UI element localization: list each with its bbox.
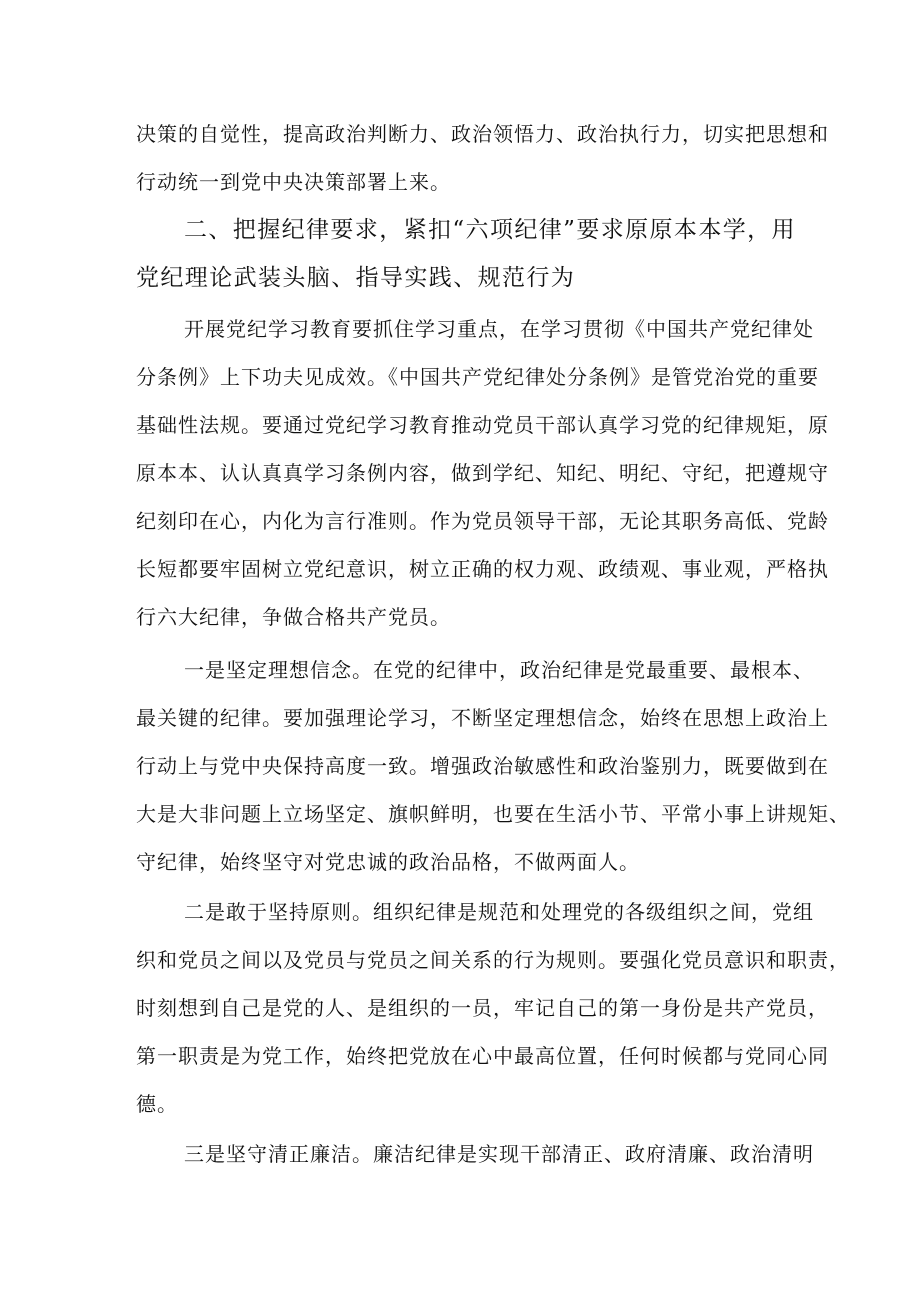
paragraph-1-line-5: 纪刻印在心，内化为言行准则。作为党员领导干部，无论其职务高低、党龄 (136, 509, 829, 533)
section-heading-line-1: 二、把握纪律要求，紧扣“六项纪律”要求原原本本学，用 (184, 217, 796, 243)
paragraph-3-line-1: 二是敢于坚持原则。组织纪律是规范和处理党的各级组织之间，党组 (184, 900, 814, 924)
paragraph-2-line-1: 一是坚定理想信念。在党的纪律中，政治纪律是党最重要、最根本、 (184, 658, 814, 682)
paragraph-2-line-5: 守纪律，始终坚守对党忠诚的政治品格，不做两面人。 (136, 850, 640, 874)
paragraph-3-line-2: 织和党员之间以及党员与党员之间关系的行为规则。要强化党员意识和职责， (136, 948, 850, 972)
section-heading-line-2: 党纪理论武装头脑、指导实践、规范行为 (136, 265, 576, 291)
paragraph-1-line-6: 长短都要牢固树立党纪意识，树立正确的权力观、政绩观、事业观，严格执 (136, 557, 829, 581)
paragraph-4-line-1: 三是坚守清正廉洁。廉洁纪律是实现干部清正、政府清廉、政治清明 (184, 1142, 814, 1166)
paragraph-2-line-4: 大是大非问题上立场坚定、旗帜鲜明，也要在生活小节、平常小事上讲规矩、 (136, 802, 850, 826)
paragraph-3-line-4: 第一职责是为党工作，始终把党放在心中最高位置，任何时候都与党同心同 (136, 1044, 829, 1068)
paragraph-1-line-2: 分条例》上下功夫见成效。《中国共产党纪律处分条例》是管党治党的重要 (136, 365, 819, 389)
paragraph-1-line-4: 原本本、认认真真学习条例内容，做到学纪、知纪、明纪、守纪，把遵规守 (136, 461, 829, 485)
paragraph-1-line-7: 行六大纪律，争做合格共产党员。 (136, 605, 451, 629)
paragraph-1-line-3: 基础性法规。要通过党纪学习教育推动党员干部认真学习党的纪律规矩，原 (136, 413, 829, 437)
paragraph-3-line-3: 时刻想到自己是党的人、是组织的一员，牢记自己的第一身份是共产党员， (136, 996, 829, 1020)
paragraph-2-line-3: 行动上与党中央保持高度一致。增强政治敏感性和政治鉴别力，既要做到在 (136, 754, 829, 778)
intro-line-1: 决策的自觉性，提高政治判断力、政治领悟力、政治执行力，切实把思想和 (136, 122, 829, 146)
intro-line-2: 行动统一到党中央决策部署上来。 (136, 170, 451, 194)
paragraph-2-line-2: 最关键的纪律。要加强理论学习，不断坚定理想信念，始终在思想上政治上 (136, 706, 829, 730)
paragraph-3-line-5: 德。 (136, 1092, 178, 1116)
paragraph-1-line-1: 开展党纪学习教育要抓住学习重点，在学习贯彻《中国共产党纪律处 (184, 317, 814, 341)
